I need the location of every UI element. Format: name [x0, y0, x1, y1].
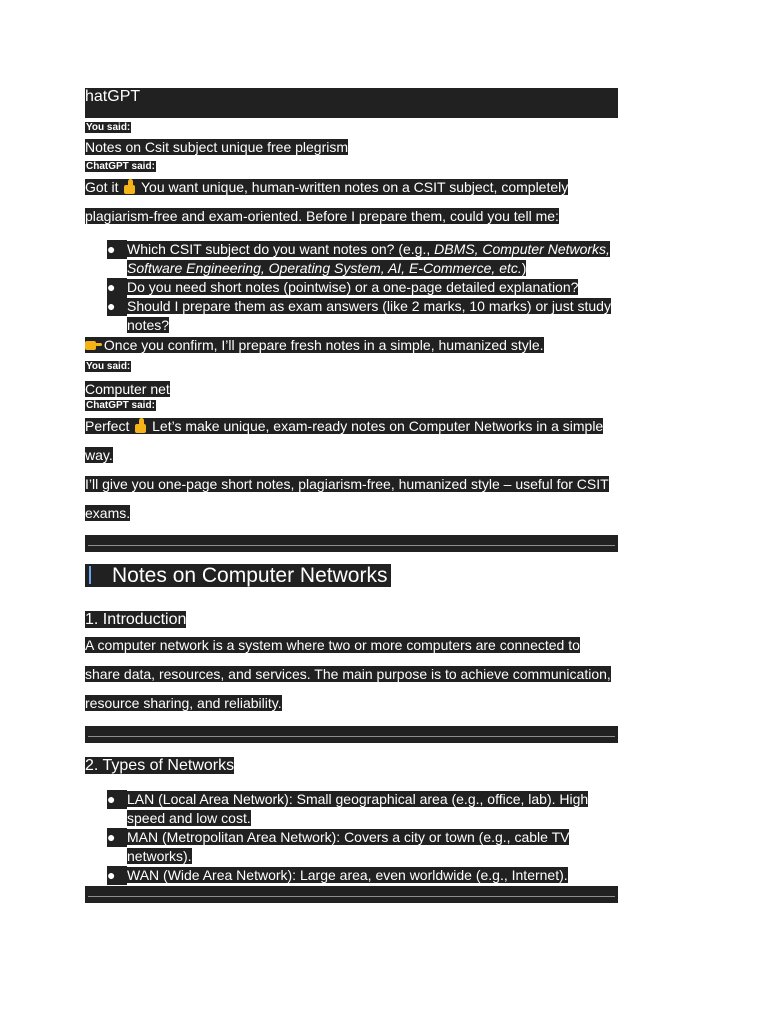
- horizontal-divider: [85, 726, 618, 743]
- list-item: ● MAN (Metropolitan Area Network): Covers a city or town (e.g., cable TV networks).: [107, 829, 570, 864]
- bullet-icon: ●: [107, 240, 127, 259]
- speaker-label-assistant: ChatGPT said:: [86, 400, 155, 411]
- intro-paragraph-line: A computer network is a system where two or more computers are connected to: [85, 637, 580, 653]
- network-types-list: [85, 790, 618, 885]
- thumbs-up-icon: [133, 418, 148, 433]
- user-message: Notes on Csit subject unique free plegrism: [85, 139, 349, 155]
- bullet-icon: ●: [107, 828, 127, 847]
- assistant-reply-line: Perfect Let’s make unique, exam-ready notes on Computer Networks in a simple: [85, 418, 604, 434]
- speaker-label-assistant: ChatGPT said:: [86, 161, 155, 172]
- document-title: [85, 88, 618, 118]
- blue-book-icon: [85, 564, 108, 586]
- assistant-reply-line: Got it You want unique, human-written notes on a CSIT subject, completely: [85, 179, 569, 195]
- horizontal-divider: [85, 886, 618, 903]
- assistant-reply-line: I’ll give you one-page short notes, plagiarism-free, humanized style – useful for CSIT: [85, 476, 609, 492]
- document-page: [85, 88, 618, 903]
- pointing-hand-icon: [85, 337, 100, 352]
- user-message: Computer net: [85, 381, 170, 397]
- intro-paragraph-line: share data, resources, and services. The main purpose is to achieve communication,: [85, 666, 611, 682]
- speaker-label-user: You said:: [86, 361, 131, 372]
- bullet-icon: ●: [107, 866, 127, 885]
- horizontal-divider: [85, 535, 618, 552]
- assistant-reply-line: plagiarism-free and exam-oriented. Before I prepare them, could you tell me:: [85, 208, 559, 224]
- bullet-icon: ●: [107, 297, 127, 316]
- list-item: ● Do you need short notes (pointwise) or a one-page detailed explanation?: [107, 279, 579, 295]
- intro-paragraph-line: resource sharing, and reliability.: [85, 695, 282, 711]
- assistant-reply-line: exams.: [85, 505, 131, 521]
- list-item: ● Which CSIT subject do you want notes on? (e.g., DBMS, Computer Networks, Software Engineering, Operating System, AI, E-Commerce, etc.): [107, 241, 610, 276]
- assistant-reply-line: way.: [85, 447, 113, 463]
- bullet-icon: ●: [107, 278, 127, 297]
- list-item: ● LAN (Local Area Network): Small geographical area (e.g., office, lab). High speed and low cost.: [107, 791, 589, 826]
- document-title-text: hatGPT: [85, 88, 141, 105]
- section-heading-types: 2. Types of Networks: [85, 757, 235, 774]
- notes-heading: Notes on Computer Networks: [85, 563, 618, 589]
- section-heading-introduction: 1. Introduction: [85, 611, 187, 628]
- question-list: [85, 240, 618, 335]
- speaker-label-user: You said:: [86, 122, 131, 133]
- list-item: ● Should I prepare them as exam answers (like 2 marks, 10 marks) or just study notes?: [107, 298, 611, 333]
- list-item: ● WAN (Wide Area Network): Large area, even worldwide (e.g., Internet).: [107, 867, 568, 883]
- assistant-closing-line: Once you confirm, I’ll prepare fresh notes in a simple, humanized style.: [85, 336, 618, 355]
- bullet-icon: ●: [107, 790, 127, 809]
- thumbs-up-icon: [122, 179, 137, 194]
